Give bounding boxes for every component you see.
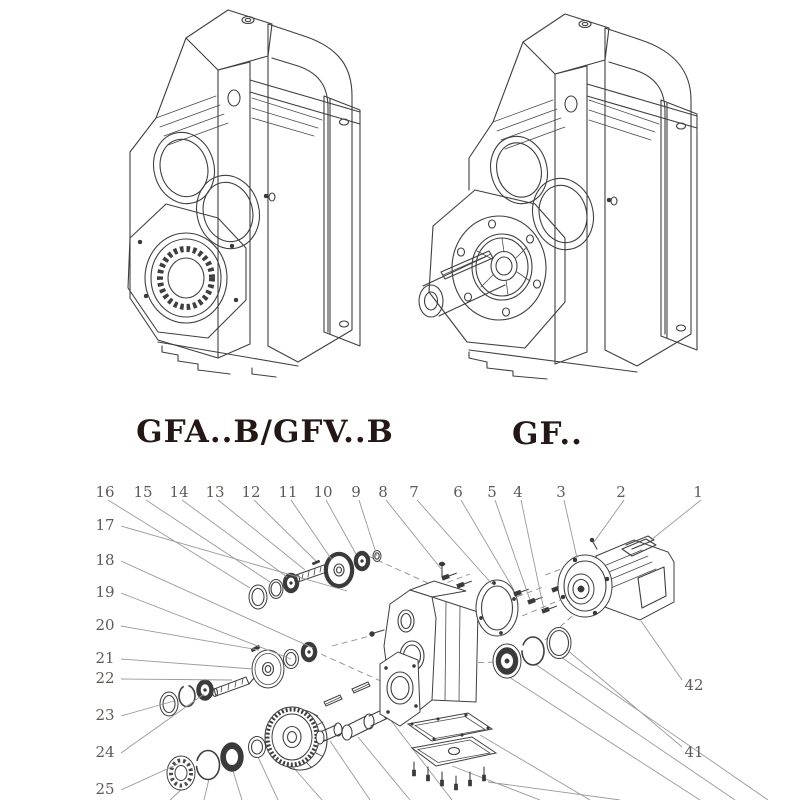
callout-25 [95, 764, 178, 798]
motor-bearing-rings [493, 628, 571, 679]
upper-input-shaft-assembly [249, 551, 381, 610]
callout-leader-line [121, 659, 253, 669]
callout-number: 2 [616, 483, 626, 501]
callout-number: 15 [133, 483, 153, 501]
callout-number: 25 [95, 780, 115, 798]
callout-leader-line [146, 500, 270, 582]
callout-20 [95, 616, 259, 650]
callout-number: 18 [95, 551, 115, 569]
gearbox-gf-body [419, 14, 697, 379]
gearbox-drawing-gf [405, 0, 710, 405]
model-label-gfab: GFA..B/GFV..B [136, 414, 394, 450]
callout-number: 17 [95, 516, 115, 534]
callout-leader-line [651, 500, 701, 540]
callout-number: 4 [513, 483, 523, 501]
callout-leader-line [121, 626, 259, 650]
callout-2 [594, 483, 626, 542]
callout-3 [556, 483, 577, 558]
callout-leader-line [359, 500, 377, 556]
callout-number: 42 [684, 676, 704, 694]
callout-number: 22 [95, 669, 115, 687]
callout-leader-line [326, 500, 356, 554]
callout-42 [641, 621, 704, 694]
callout-number: 41 [684, 743, 704, 761]
callout-14 [169, 483, 287, 577]
callout-number: 5 [487, 483, 497, 501]
callout-number: 7 [409, 483, 419, 501]
intermediate-shaft-assembly [160, 642, 317, 716]
callout-number: 1 [693, 483, 703, 501]
callout-number: 24 [95, 743, 115, 761]
output-hub [472, 234, 532, 300]
callout-10 [313, 483, 356, 554]
callout-leader-line [641, 621, 682, 680]
gearbox-gfab-body [128, 10, 360, 377]
hollow-shaft-bore [145, 233, 227, 323]
callout-9 [351, 483, 377, 556]
callout-leader-line [291, 500, 332, 560]
callout-number: 3 [556, 483, 566, 501]
callout-leader-line [386, 500, 442, 570]
callout-21 [95, 649, 253, 669]
callout-leader-line [564, 500, 577, 558]
callout-leader-line [521, 500, 544, 610]
model-label-gf: GF.. [512, 416, 583, 452]
callout-number: 23 [95, 706, 115, 724]
callout-number: 13 [205, 483, 225, 501]
callout-leader-line [594, 500, 624, 542]
callout-leader-line [566, 649, 682, 747]
callout-number: 20 [95, 616, 115, 634]
callout-number: 21 [95, 649, 115, 667]
callout-7 [409, 483, 492, 584]
callout-leader-line [461, 500, 514, 590]
exploded-parts-diagram [0, 468, 800, 800]
callout-number: 6 [453, 483, 463, 501]
callout-number: 16 [95, 483, 115, 501]
callout-number: 9 [351, 483, 361, 501]
callout-number: 12 [241, 483, 261, 501]
callout-leader-line [254, 500, 316, 561]
callout-24 [95, 694, 204, 761]
gearbox-drawing-gfab [100, 0, 390, 400]
callout-leader-line [417, 500, 492, 584]
callout-41 [566, 649, 704, 761]
bottom-cover-assembly [408, 713, 496, 790]
cover-bolts [412, 762, 485, 790]
callout-number: 10 [313, 483, 333, 501]
callout-18 [95, 551, 313, 648]
callout-number: 19 [95, 583, 115, 601]
callout-1 [651, 483, 703, 540]
callout-number: 11 [278, 483, 298, 501]
callout-leader-line [218, 500, 305, 570]
callout-leader-line [182, 500, 287, 577]
callout-leader-line [108, 500, 250, 588]
callout-leader-line [121, 679, 232, 680]
callout-number: 8 [378, 483, 388, 501]
motor [558, 536, 674, 620]
callout-number: 14 [169, 483, 189, 501]
input-flange-ring [476, 580, 518, 636]
